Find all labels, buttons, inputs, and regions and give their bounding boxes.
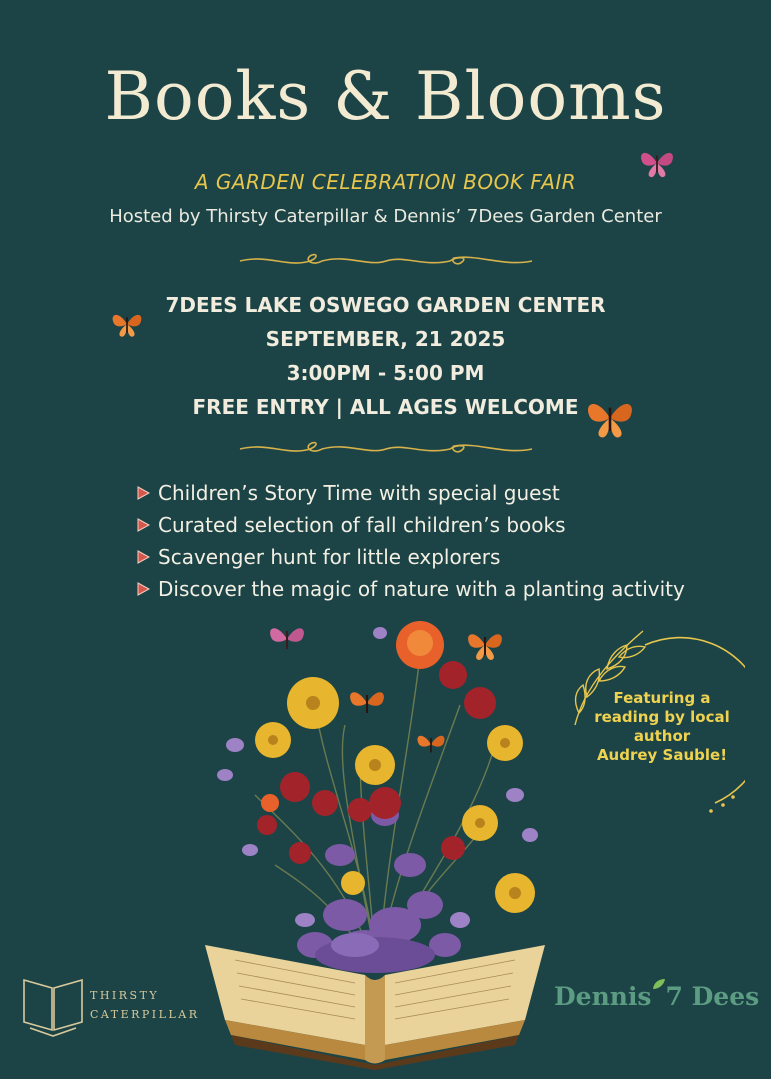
list-item <box>136 574 685 606</box>
badge-line-3: author <box>633 727 691 745</box>
bullet-triangle-icon <box>136 486 150 500</box>
feature-list <box>136 478 685 606</box>
badge-line-2: reading by local <box>594 708 730 726</box>
flourish-divider-icon <box>238 440 534 458</box>
butterfly-icon <box>638 146 676 180</box>
butterfly-icon <box>584 394 636 442</box>
author-badge <box>582 689 742 765</box>
event-time: 3:00PM - 5:00 PM <box>286 361 485 385</box>
event-date: SEPTEMBER, 21 2025 <box>265 327 506 351</box>
poster-title: Books & Blooms <box>104 58 667 135</box>
feature-text: Curated selection of fall children’s books <box>158 513 566 537</box>
badge-line-4: Audrey Sauble! <box>596 746 728 764</box>
hosted-by-line: Hosted by Thirsty Caterpillar & Dennis’ 7Dees Garden Center <box>109 206 662 227</box>
bullet-triangle-icon <box>136 518 150 532</box>
badge-line-1: Featuring a <box>613 689 711 707</box>
list-item <box>136 510 685 542</box>
feature-text: Children’s Story Time with special guest <box>158 481 560 505</box>
feature-text: Scavenger hunt for little explorers <box>158 545 501 569</box>
dennis-name: Dennis <box>554 982 652 1011</box>
dennis-7dees-logo <box>554 982 759 1011</box>
bullet-triangle-icon <box>136 550 150 564</box>
feature-text: Discover the magic of nature with a planting activity <box>158 577 685 601</box>
event-admission: FREE ENTRY | ALL AGES WELCOME <box>192 395 579 419</box>
leaf-icon <box>652 978 666 990</box>
dennis-brand: 7 Dees <box>665 982 760 1011</box>
poster-subtitle: A GARDEN CELEBRATION BOOK FAIR <box>194 170 577 194</box>
thirsty-line-2: CATERPILLAR <box>90 1008 200 1021</box>
open-book-logo-icon <box>22 976 84 1038</box>
butterfly-icon <box>110 308 144 340</box>
list-item <box>136 478 685 510</box>
flourish-divider-icon <box>238 252 534 270</box>
thirsty-caterpillar-logo <box>90 986 200 1024</box>
thirsty-line-1: THIRSTY <box>90 989 160 1002</box>
book-flowers-illustration <box>195 615 555 1070</box>
bullet-triangle-icon <box>136 582 150 596</box>
event-location: 7DEES LAKE OSWEGO GARDEN CENTER <box>165 293 606 317</box>
list-item <box>136 542 685 574</box>
